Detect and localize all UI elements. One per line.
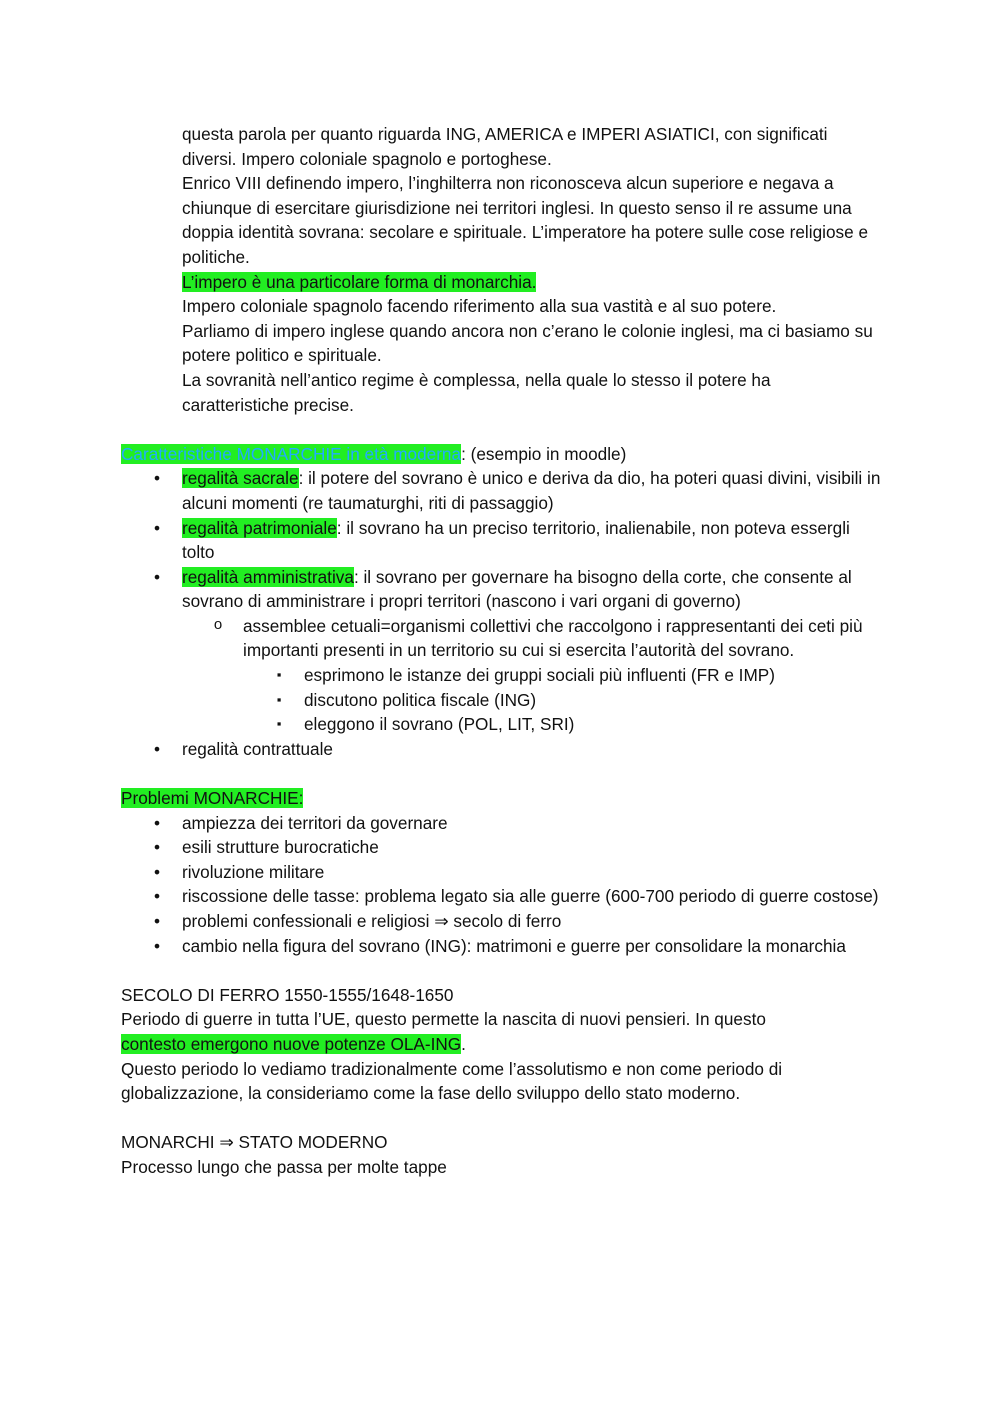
list-item-text: ampiezza dei territori da governare	[182, 812, 448, 833]
intro-paragraph: Enrico VIII definendo impero, l’inghilterra non riconosceva alcun superiore e negava a chiunque di esercitare giurisdizione nei territori inglesi. In questo senso il re assume una doppia identità sovrana: secolare e spirituale. L’imperatore ha potere sulle cose religiose e politiche.	[182, 173, 868, 267]
highlighted-term: regalità amministrativa	[182, 566, 354, 587]
secolo-paragraph-2: Questo periodo lo vediamo tradizionalmente come l’assolutismo e non come periodo di globalizzazione, la consideriamo come la fase dello sviluppo dello stato moderno.	[121, 1058, 783, 1104]
monarchi-heading: MONARCHI ⇒ STATO MODERNO	[121, 1132, 388, 1153]
list-item	[121, 565, 881, 737]
list-item	[121, 835, 881, 860]
square-bullet-icon: ▪	[276, 716, 282, 732]
secolo-heading: SECOLO DI FERRO 1550-1555/1648-1650	[121, 984, 454, 1005]
bullet-icon: •	[153, 468, 161, 489]
intro-paragraph: Impero coloniale spagnolo facendo riferimento alla sua vastità e al suo potere.	[182, 296, 777, 317]
bullet-icon: •	[153, 911, 161, 931]
secolo-paragraph	[121, 1007, 881, 1056]
sub-list	[182, 614, 881, 737]
list-item	[121, 516, 881, 565]
blank-line	[121, 417, 881, 442]
list-item-text: cambio nella figura del sovrano (ING): matrimoni e guerre per consolidare la monarchia	[182, 935, 846, 956]
bullet-icon: •	[153, 738, 161, 759]
square-bullet-icon: ▪	[276, 691, 282, 707]
bullet-icon: •	[153, 812, 161, 833]
bullet-icon: •	[153, 861, 161, 882]
intro-paragraph: La sovranità nell’antico regime è complessa, nella quale lo stesso il potere ha caratteristiche precise.	[182, 369, 771, 415]
list-item-text: regalità contrattuale	[182, 738, 333, 759]
bullet-icon: •	[153, 517, 161, 538]
caratteristiche-heading-suffix: : (esempio in moodle)	[461, 443, 627, 464]
blank-line	[121, 1106, 881, 1131]
blank-line	[121, 761, 881, 786]
list-item-text: problemi confessionali e religiosi ⇒ secolo di ferro	[182, 911, 562, 931]
list-item	[121, 811, 881, 836]
sub-sub-list-item-text: eleggono il sovrano (POL, LIT, SRI)	[304, 714, 575, 735]
list-item-text: riscossione delle tasse: problema legato sia alle guerre (600-700 periodo di guerre costose)	[182, 886, 879, 907]
bullet-icon: •	[153, 837, 161, 858]
problemi-heading	[121, 786, 881, 811]
intro-paragraph: questa parola per quanto riguarda ING, AMERICA e IMPERI ASIATICI, con significati diversi. Impero coloniale spagnolo e portoghese.	[182, 124, 828, 169]
sub-sub-list-item-text: discutono politica fiscale (ING)	[304, 689, 537, 710]
list-item	[121, 909, 881, 934]
list-item-text: esili strutture burocratiche	[182, 837, 379, 858]
highlighted-term: regalità sacrale	[182, 468, 299, 489]
caratteristiche-list	[121, 466, 881, 761]
problemi-list	[121, 811, 881, 959]
bullet-icon: •	[153, 935, 161, 956]
list-item-text: : il sovrano ha un preciso territorio, inalienabile, non poteva essergli tolto	[182, 517, 850, 563]
caratteristiche-heading	[121, 442, 881, 467]
monarchi-text: Processo lungo che passa per molte tappe	[121, 1156, 447, 1177]
sub-list-item	[182, 614, 881, 737]
sub-sub-list-item	[243, 688, 881, 713]
list-item	[121, 860, 881, 885]
list-item	[121, 934, 881, 959]
list-item-text: rivoluzione militare	[182, 861, 325, 882]
list-item	[121, 466, 881, 515]
blank-line	[121, 958, 881, 983]
square-bullet-icon: ▪	[276, 667, 282, 683]
list-item	[121, 737, 881, 762]
sub-sub-list-item-text: esprimono le istanze dei gruppi sociali più influenti (FR e IMP)	[304, 665, 775, 686]
bullet-icon: •	[153, 566, 161, 587]
highlighted-text: contesto emergono nuove potenze OLA-ING	[121, 1033, 462, 1054]
document-body	[121, 122, 881, 1180]
sub-sub-list	[243, 663, 881, 737]
list-item	[121, 884, 881, 909]
highlighted-term: regalità patrimoniale	[182, 517, 337, 538]
sub-list-item-text: assemblee cetuali=organismi collettivi che raccolgono i rappresentanti dei ceti più importanti presenti in un territorio su cui si esercita l’autorità del sovrano.	[243, 615, 863, 661]
caratteristiche-heading-link[interactable]: Caratteristiche MONARCHIE in età moderna	[121, 443, 462, 464]
highlighted-text: L’impero è una particolare forma di monarchia.	[182, 271, 537, 292]
sub-sub-list-item	[243, 663, 881, 688]
secolo-line-end: .	[461, 1033, 466, 1054]
intro-paragraph: Parliamo di impero inglese quando ancora non c’erano le colonie inglesi, ma ci basiamo su potere politico e spirituale.	[182, 320, 873, 366]
intro-highlight-paragraph	[182, 270, 881, 295]
sub-sub-list-item	[243, 712, 881, 737]
highlighted-heading: Problemi MONARCHIE:	[121, 788, 304, 809]
secolo-line: Periodo di guerre in tutta l’UE, questo permette la nascita di nuovi pensieri. In questo	[121, 1009, 766, 1030]
circle-bullet-icon: o	[213, 615, 223, 633]
list-item-text: : il sovrano per governare ha bisogno della corte, che consente al sovrano di amministrare i propri territori (nascono i vari organi di governo)	[182, 566, 852, 612]
list-item-text: : il potere del sovrano è unico e deriva da dio, ha poteri quasi divini, visibili in alcuni momenti (re taumaturghi, riti di passaggio)	[182, 468, 881, 513]
bullet-icon: •	[153, 886, 161, 907]
